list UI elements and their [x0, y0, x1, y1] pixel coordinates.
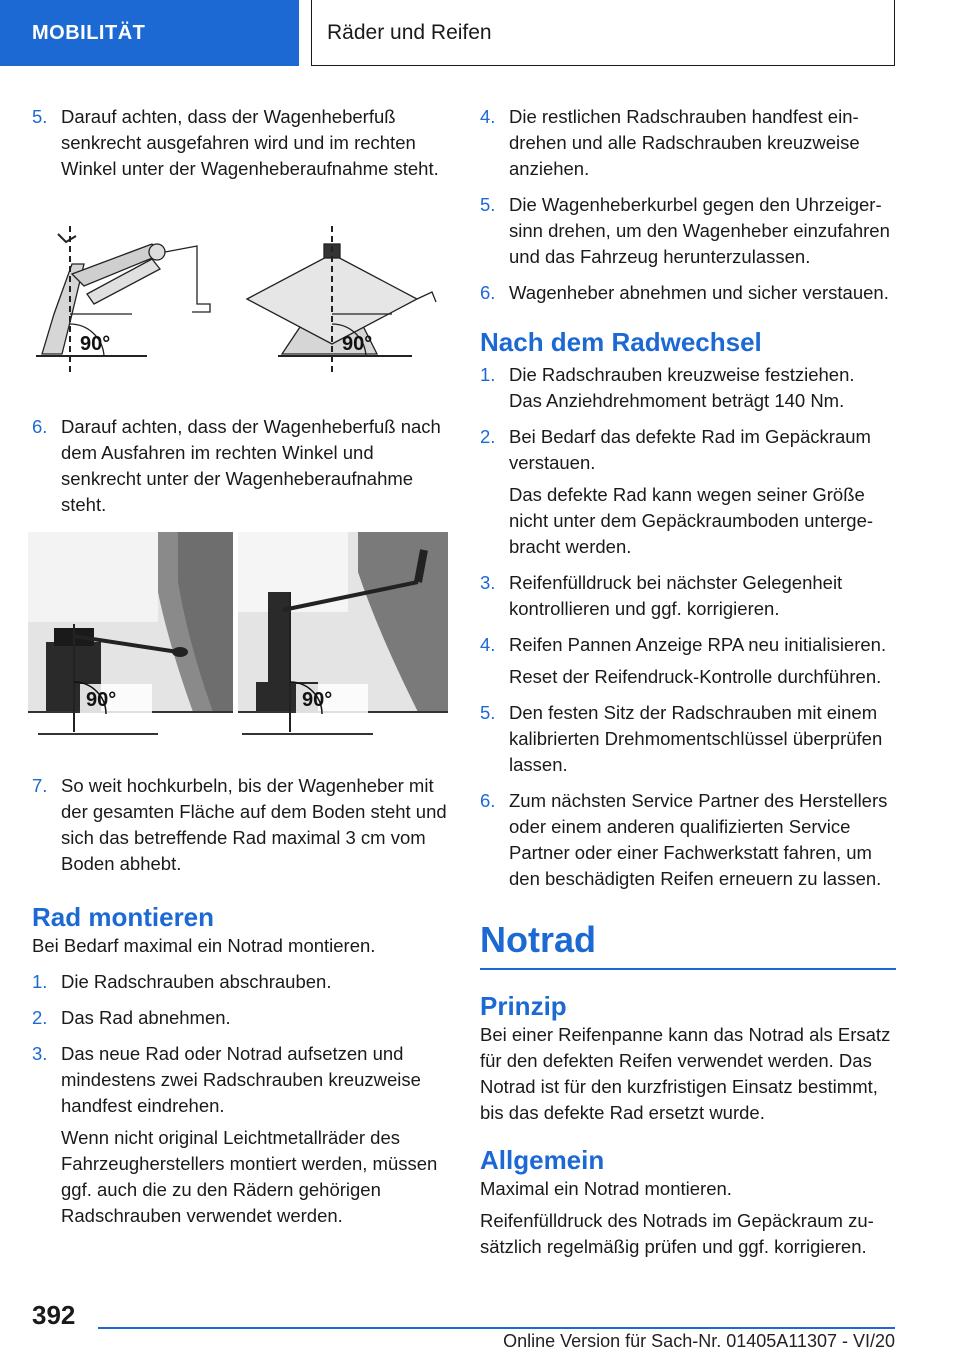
step-text: So weit hochkurbeln, bis der Wagenheber mit der gesamten Fläche auf dem Boden steht und sich das betreffende Rad maximal 3 cm vom Boden abhebt.: [61, 775, 447, 874]
photo-angle-left: 90°: [86, 689, 117, 711]
heading-allgemein: Allgemein: [480, 1145, 605, 1175]
rad-montieren-intro: Bei Bedarf maximal ein Notrad montieren.: [32, 935, 376, 956]
step-number: 6.: [480, 282, 496, 303]
step-number: 5.: [32, 106, 48, 127]
step-text: Das neue Rad oder Notrad aufsetzen und mindestens zwei Radschrauben kreuzweise handfest eindrehen.: [61, 1043, 421, 1116]
step-text: Bei Bedarf das defekte Rad im Gepäckraum verstauen.: [509, 426, 871, 473]
step-number: 3.: [32, 1043, 48, 1064]
step-number: 6.: [32, 416, 48, 437]
step-5-jack-foot: [32, 104, 452, 182]
after-step-5: [480, 700, 896, 778]
step-number: 2.: [480, 426, 496, 447]
mount-step-2: [32, 1005, 452, 1031]
angle-label-right: 90°: [342, 333, 373, 355]
step-number: 4.: [480, 106, 496, 127]
step-number: 1.: [480, 364, 496, 385]
left-column: [32, 104, 452, 1239]
step-number: 1.: [32, 971, 48, 992]
heading-notrad: Notrad: [480, 919, 596, 960]
step-number: 7.: [32, 775, 48, 796]
jack-photo-figure: [28, 532, 452, 737]
step-number: 4.: [480, 634, 496, 655]
step-number: 3.: [480, 572, 496, 593]
heading-prinzip: Prinzip: [480, 991, 567, 1021]
step-note: Das Anziehdrehmoment beträgt 140 Nm.: [509, 390, 845, 411]
step-7-crank-up: [32, 773, 452, 877]
jack-line-drawing: [32, 224, 452, 384]
right-column: [480, 104, 896, 1266]
angle-label-left: 90°: [80, 333, 111, 355]
step-text: Den festen Sitz der Radschrauben mit einem kalibrierten Drehmomentschlüssel überprüfen lassen.: [509, 702, 883, 775]
chapter-header: [311, 0, 895, 66]
step-text: Reifenfülldruck bei nächster Gelegenheit kontrollieren und ggf. korrigieren.: [509, 572, 843, 619]
section-tab[interactable]: [0, 0, 299, 66]
chapter-title: Räder und Reifen: [327, 20, 492, 44]
step-text: Das Rad abnehmen.: [61, 1007, 231, 1028]
jack-photo-illustration: [28, 532, 448, 737]
mount-step-4: [480, 104, 896, 182]
step-text: Die restlichen Radschrauben handfest eindrehen und alle Radschrauben kreuzweise anziehen.: [509, 106, 860, 179]
after-step-6: [480, 788, 896, 892]
mount-step-3: [32, 1041, 452, 1229]
step-text: Die Wagenheberkurbel gegen den Uhrzeigersinn drehen, um den Wagenheber einzufahren und das Fahrzeug herunterzulassen.: [509, 194, 890, 267]
mount-step-6: [480, 280, 896, 306]
notrad-heading-rule: [480, 918, 896, 970]
step-text: Darauf achten, dass der Wagenheberfuß nach dem Ausfahren im rechten Winkel und senkrecht unter der Wagenheberaufnahme steht.: [61, 416, 441, 515]
section-label: MOBILITÄT: [32, 21, 146, 44]
heading-rad-montieren: Rad montieren: [32, 902, 215, 932]
step-note: Reset der Reifendruck-Kontrolle durchführen.: [509, 666, 882, 687]
footer-divider: [98, 1327, 895, 1329]
step-text: Zum nächsten Service Partner des Herstellers oder einem anderen qualifizierten Service Partner oder einer Fachwerkstatt fahren, um den beschädigten Reifen erneuern zu lassen.: [509, 790, 888, 889]
step-text: Die Radschrauben abschrauben.: [61, 971, 332, 992]
allgemein-text-1: Maximal ein Notrad montieren.: [480, 1178, 732, 1199]
step-number: 5.: [480, 702, 496, 723]
photo-angle-right: 90°: [302, 689, 333, 711]
footer-version-text: Online Version für Sach-Nr. 01405A11307 - VI/20: [503, 1331, 895, 1351]
step-text: Wagenheber abnehmen und sicher verstauen.: [509, 282, 889, 303]
after-step-1: [480, 362, 896, 414]
step-6-jack-foot-after: [32, 414, 452, 518]
jack-diagram-figure: [32, 224, 452, 384]
after-step-2: [480, 424, 896, 560]
prinzip-text: Bei einer Reifenpanne kann das Notrad als Ersatz für den defekten Reifen verwendet werden. Das Notrad ist für den kurzfristigen Einsatz bestimmt, bis das defekte Rad ersetzt wurde.: [480, 1024, 891, 1123]
step-text: Die Radschrauben kreuzweise festziehen.: [509, 364, 855, 385]
mount-step-1: [32, 969, 452, 995]
step-number: 5.: [480, 194, 496, 215]
step-text: Darauf achten, dass der Wagenheberfuß senkrecht ausgefahren wird und im rechten Winkel unter der Wagenheberaufnahme steht.: [61, 106, 439, 179]
step-text: Reifen Pannen Anzeige RPA neu initialisieren.: [509, 634, 887, 655]
step-number: 2.: [32, 1007, 48, 1028]
after-step-3: [480, 570, 896, 622]
page-number: 392: [32, 1300, 76, 1330]
allgemein-text-2: Reifenfülldruck des Notrads im Gepäckraum zusätzlich regelmäßig prüfen und ggf. korrigieren.: [480, 1210, 874, 1257]
step-note: Wenn nicht original Leichtmetallräder des Fahrzeugherstellers montiert werden, müssen ggf. auch die zu den Rädern gehörigen Radschrauben verwendet werden.: [61, 1127, 438, 1226]
heading-nach-dem-radwechsel: Nach dem Radwechsel: [480, 327, 762, 357]
mount-step-5: [480, 192, 896, 270]
after-step-4: [480, 632, 896, 690]
step-number: 6.: [480, 790, 496, 811]
step-note: Das defekte Rad kann wegen seiner Größe nicht unter dem Gepäckraumboden untergebracht werden.: [509, 484, 874, 557]
